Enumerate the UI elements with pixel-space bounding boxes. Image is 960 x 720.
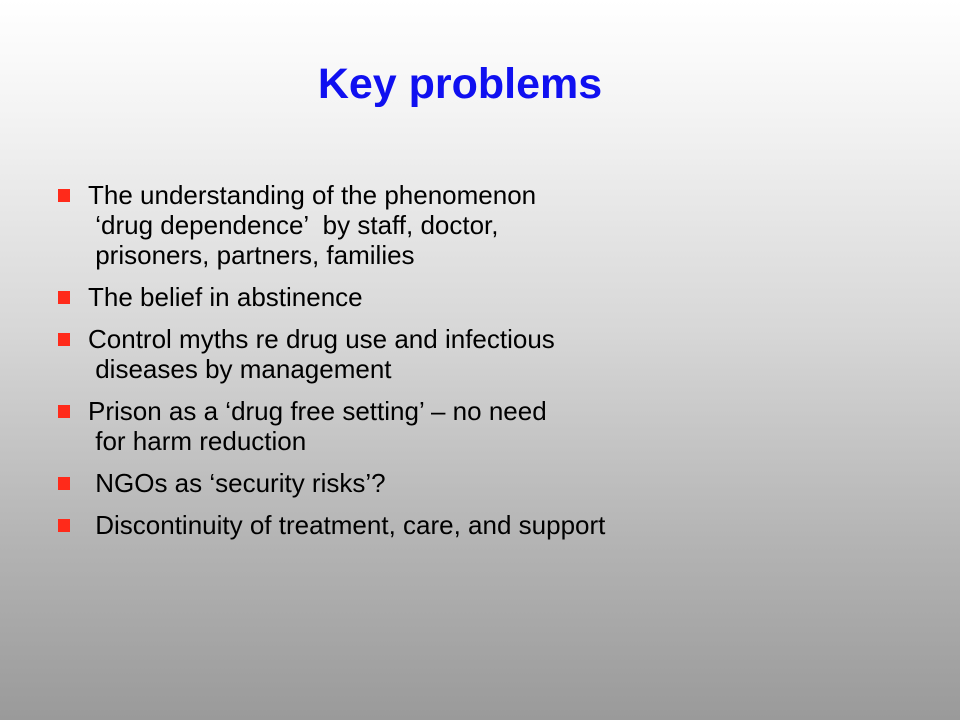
bullet-list <box>58 180 918 552</box>
bullet-item <box>58 510 918 540</box>
bullet-text: The belief in abstinence <box>88 282 363 312</box>
bullet-item <box>58 324 918 384</box>
square-bullet-icon <box>58 333 70 346</box>
square-bullet-icon <box>58 189 70 202</box>
square-bullet-icon <box>58 519 70 532</box>
bullet-text: NGOs as ‘security risks’? <box>88 468 386 498</box>
bullet-text: The understanding of the phenomenon ‘drug dependence’ by staff, doctor, prisoners, partners, families <box>88 180 537 270</box>
square-bullet-icon <box>58 477 70 490</box>
square-bullet-icon <box>58 405 70 418</box>
bullet-item <box>58 180 918 270</box>
square-bullet-icon <box>58 291 70 304</box>
bullet-text: Prison as a ‘drug free setting’ – no need for harm reduction <box>88 396 547 456</box>
bullet-item <box>58 468 918 498</box>
slide-title: Key problems <box>317 60 603 108</box>
bullet-item <box>58 396 918 456</box>
bullet-text: Discontinuity of treatment, care, and support <box>88 510 606 540</box>
bullet-item <box>58 282 918 312</box>
bullet-text: Control myths re drug use and infectious diseases by management <box>88 324 555 384</box>
